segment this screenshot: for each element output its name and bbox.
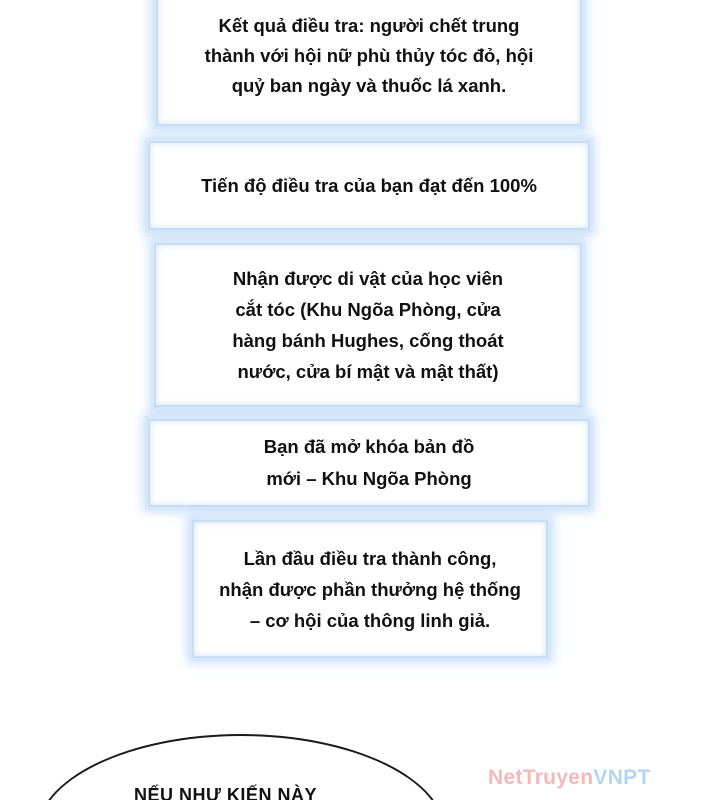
panel-text-line: thành với hội nữ phù thủy tóc đỏ, hội [204, 45, 534, 66]
investigation-progress-panel [148, 141, 590, 230]
panel-text-line: Tiến độ điều tra của bạn đạt đến 100% [201, 174, 537, 196]
panel-text-line: nước, cửa bí mật và mật thất) [237, 361, 499, 382]
panel-text-line: cắt tóc (Khu Ngõa Phòng, cửa [235, 299, 501, 320]
panel-text-line: – cơ hội của thông linh giả. [249, 609, 491, 631]
panel-text-line: hàng bánh Hughes, cống thoát [232, 330, 504, 351]
panel-text-line: Nhận được di vật của học viên [232, 268, 504, 289]
panel-text-line: nhận được phần thưởng hệ thống [219, 578, 521, 600]
panel-text-line: Bạn đã mở khóa bản đồ [263, 436, 475, 457]
watermark-part-b: VNPT [593, 766, 651, 789]
watermark-part-a: NetTruyen [488, 766, 594, 789]
panel-text-line: mới – Khu Ngõa Phòng [266, 468, 472, 489]
system-reward-panel [192, 520, 548, 658]
panel-text-line: quỷ ban ngày và thuốc lá xanh. [231, 75, 507, 96]
panel-text-line: Kết quả điều tra: người chết trung [218, 15, 520, 36]
investigation-result-panel [156, 0, 582, 126]
relic-obtained-panel [154, 243, 582, 407]
speech-bubble-text: NẾU NHƯ KIẾN NÀY [134, 785, 317, 800]
site-watermark [488, 766, 651, 790]
map-unlocked-panel [148, 419, 590, 507]
panel-text-line: Lần đầu điều tra thành công, [243, 547, 497, 569]
